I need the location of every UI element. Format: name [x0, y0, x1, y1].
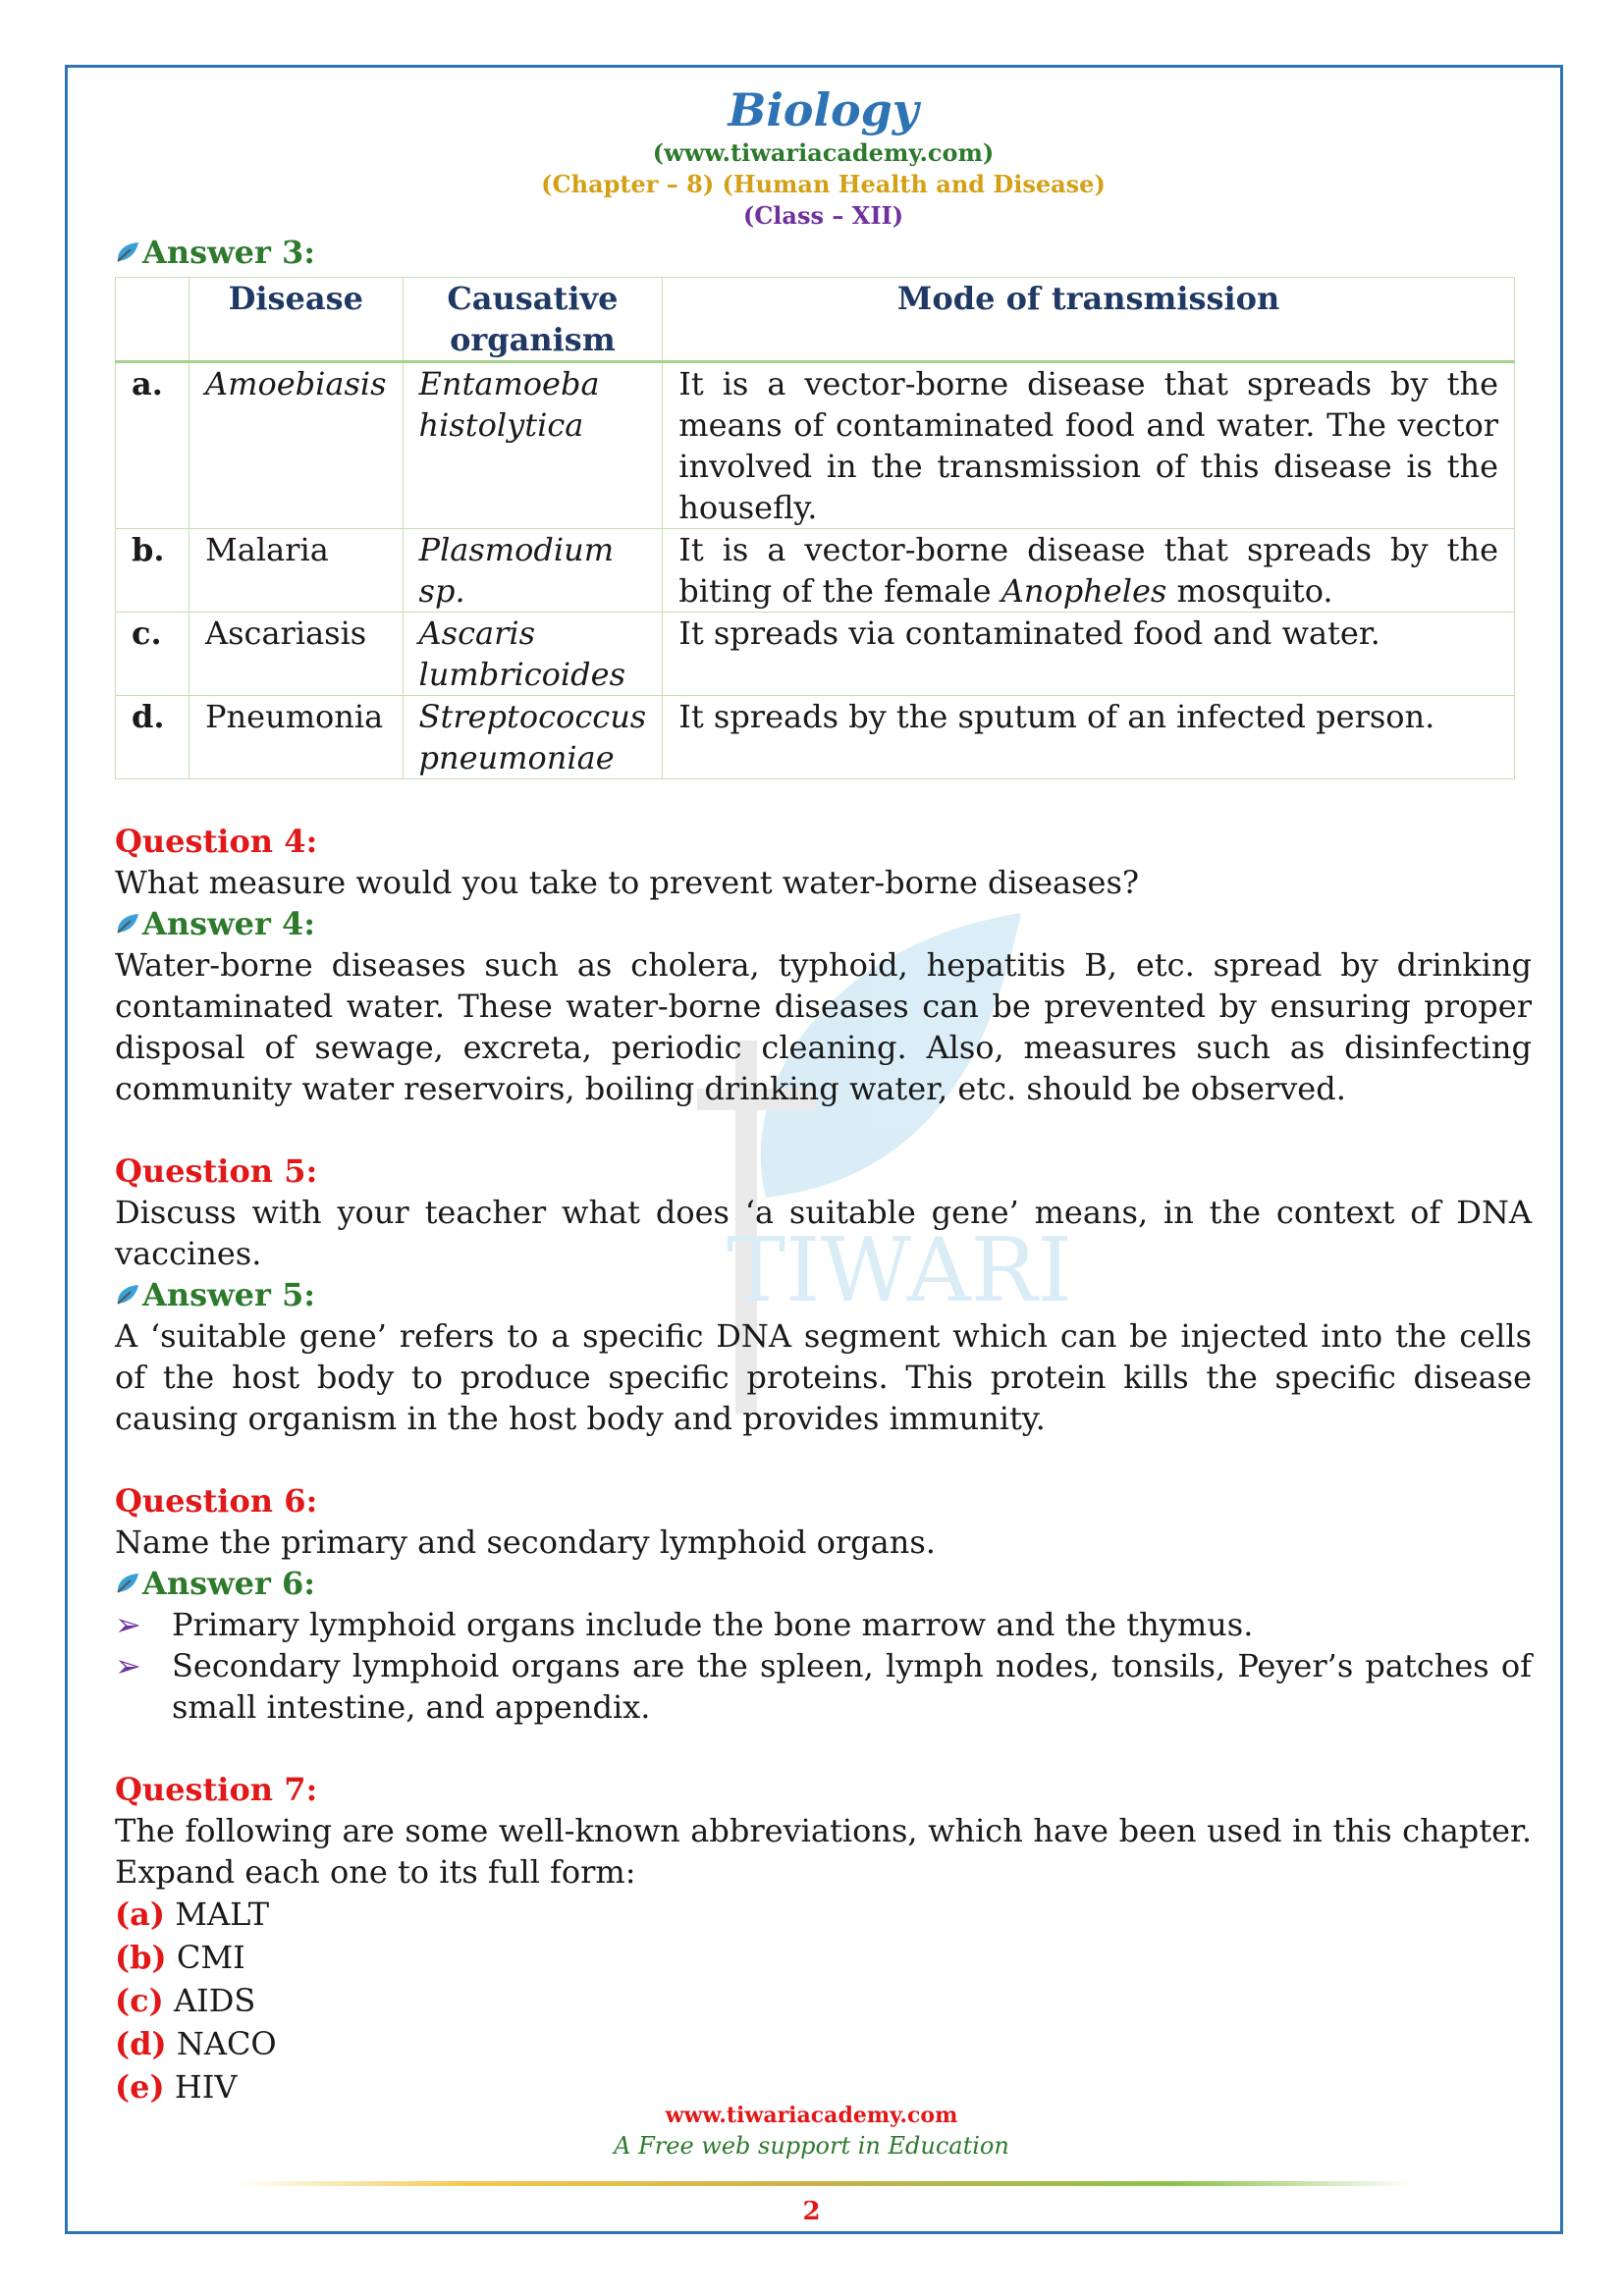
list-item — [115, 1936, 1532, 1979]
option-text: HIV — [174, 2068, 238, 2106]
leaf-logo-icon — [115, 1571, 140, 1596]
mode-cell: It spreads via contaminated food and water. — [663, 613, 1515, 696]
bullet-text: Secondary lymphoid organs are the spleen, lymph nodes, tonsils, Peyer’s patches of small intestine, and appendix. — [172, 1647, 1532, 1726]
answer-4-text: Water-borne diseases such as cholera, typhoid, hepatitis B, etc. spread by drinking contaminated water. These water-borne diseases can be prevented by ensuring proper disposal of sewage, excreta, periodic cleaning. Also, measures such as disinfecting community water reservoirs, boiling drinking water, etc. should be observed. — [115, 946, 1532, 1107]
question-5-label: Question 5: — [115, 1152, 318, 1190]
organism-cell: Plasmodium sp. — [403, 529, 663, 613]
option-letter: (c) — [115, 1982, 164, 2019]
table-row — [116, 613, 1515, 696]
mode-text: It is a vector-borne disease that spreads by the biting of the female — [678, 531, 1498, 610]
organism-cell: Streptococcus pneumoniae — [403, 696, 663, 779]
mode-text-end: mosquito. — [1166, 572, 1333, 610]
option-letter: (b) — [115, 1939, 167, 1976]
option-letter: (a) — [115, 1896, 166, 1933]
arrow-bullet-icon: ➢ — [115, 1647, 141, 1684]
option-text: AIDS — [173, 1982, 256, 2019]
table-row — [116, 696, 1515, 779]
answer-6-heading — [115, 1563, 1532, 1604]
footer-website-link[interactable]: www.tiwariacademy.com — [665, 2103, 958, 2128]
footer-tagline: A Free web support in Education — [614, 2132, 1009, 2160]
answer-6-label: Answer 6: — [142, 1565, 316, 1602]
question-6-text: Name the primary and secondary lymphoid organs. — [115, 1523, 936, 1561]
table-header-disease: Disease — [189, 278, 404, 362]
option-text: MALT — [175, 1896, 270, 1933]
mode-italic: Anopheles — [1001, 572, 1167, 610]
question-5-text: Discuss with your teacher what does ‘a suitable gene’ means, in the context of DNA vaccines. — [115, 1194, 1532, 1272]
option-text: CMI — [176, 1939, 245, 1976]
organism-cell: Ascaris lumbricoides — [403, 613, 663, 696]
organism-cell: Entamoeba histolytica — [403, 362, 663, 529]
page-number: 2 — [802, 2197, 821, 2226]
table-header-mode: Mode of transmission — [663, 278, 1515, 362]
table-row — [116, 529, 1515, 613]
bullet-text: Primary lymphoid organs include the bone marrow and the thymus. — [172, 1606, 1254, 1643]
header-website: (www.tiwariacademy.com) — [652, 138, 995, 167]
option-letter: (d) — [115, 2025, 167, 2062]
table-header-organism: Causative organism — [403, 278, 663, 362]
disease-cell: Amoebiasis — [189, 362, 404, 529]
mode-cell: It spreads by the sputum of an infected person. — [663, 696, 1515, 779]
arrow-bullet-icon: ➢ — [115, 1606, 141, 1643]
question-7-label: Question 7: — [115, 1771, 318, 1808]
disease-cell: Malaria — [189, 529, 404, 613]
table-header-row — [116, 278, 1515, 362]
question-4-text: What measure would you take to prevent water-borne diseases? — [115, 864, 1140, 901]
list-item — [115, 1645, 1532, 1728]
table-header-blank — [116, 278, 189, 362]
disease-cell: Ascariasis — [189, 613, 404, 696]
answer-5-text: A ‘suitable gene’ refers to a specific DNA segment which can be injected into the cells of the host body to produce specific proteins. This protein kills the specific disease causing organism in the host body and provides immunity. — [115, 1317, 1532, 1437]
row-letter: c. — [116, 613, 189, 696]
option-letter: (e) — [115, 2068, 165, 2106]
answer-5-heading — [115, 1274, 1532, 1315]
leaf-logo-icon — [115, 240, 140, 265]
list-item — [115, 2022, 1532, 2065]
answer-5-label: Answer 5: — [142, 1276, 316, 1313]
question-6-label: Question 6: — [115, 1482, 318, 1520]
row-letter: b. — [116, 529, 189, 613]
row-letter: a. — [116, 362, 189, 529]
class-heading: (Class – XII) — [742, 201, 904, 230]
answer-4-heading — [115, 903, 1532, 944]
page-content — [115, 82, 1532, 2109]
answer-3-label: Answer 3: — [142, 234, 316, 271]
chapter-heading: (Chapter – 8) (Human Health and Disease) — [541, 170, 1106, 198]
watermark-text: TIWARI — [727, 1219, 1072, 1322]
subject-title: Biology — [728, 83, 919, 136]
list-item — [115, 1893, 1532, 1936]
table-row — [116, 362, 1515, 529]
list-item — [115, 1979, 1532, 2022]
row-letter: d. — [116, 696, 189, 779]
leaf-logo-icon — [115, 911, 140, 936]
disease-cell: Pneumonia — [189, 696, 404, 779]
mode-cell — [663, 529, 1515, 613]
answer-4-label: Answer 4: — [142, 905, 316, 942]
leaf-logo-icon — [115, 1282, 140, 1308]
option-text: NACO — [176, 2025, 277, 2062]
answer-3-heading — [115, 232, 1532, 273]
question-4-label: Question 4: — [115, 823, 318, 860]
mode-cell: It is a vector-borne disease that spreads by the means of contaminated food and water. The vector involved in the transmission of this disease is the housefly. — [663, 362, 1515, 529]
question-7-text: The following are some well-known abbreviations, which have been used in this chapter. Expand each one to its full form: — [115, 1812, 1532, 1891]
list-item — [115, 1604, 1532, 1645]
disease-table — [115, 277, 1515, 779]
footer-divider — [236, 2181, 1414, 2186]
